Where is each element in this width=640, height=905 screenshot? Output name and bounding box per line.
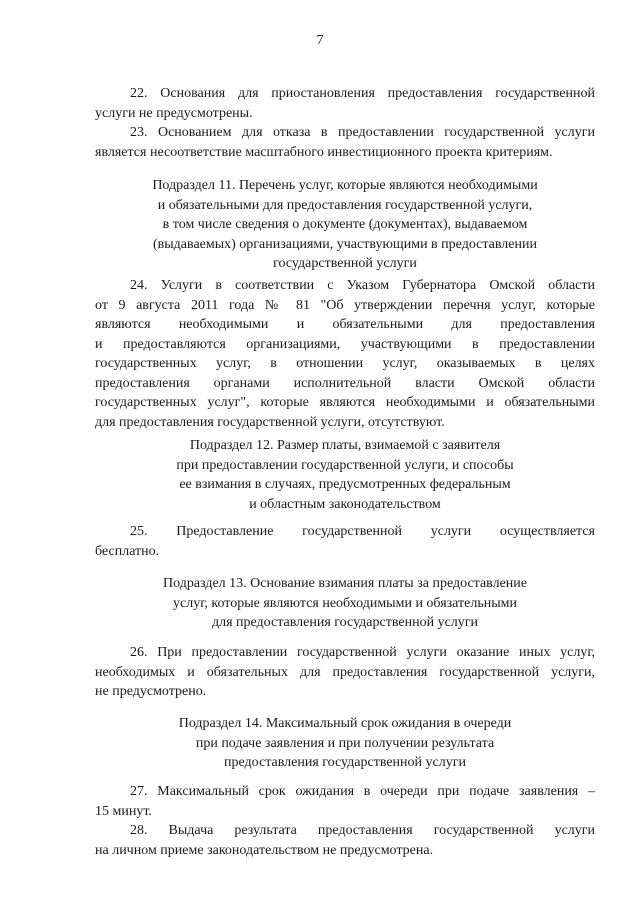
paragraph-line: не предусмотрено. <box>95 684 207 699</box>
paragraph-line: являются необходимыми и обязательными для предоставления <box>95 317 595 332</box>
paragraph-line: 23. Основанием для отказа в предоставлении государственной услуги <box>130 125 595 140</box>
paragraph-27 <box>95 782 595 821</box>
subsection-14-heading <box>95 714 595 773</box>
heading-line: для предоставления государственной услуги <box>211 615 479 630</box>
paragraph-line: 22. Основания для приостановления предоставления государственной <box>130 86 595 101</box>
heading-line: (выдаваемых) организациями, участвующими в предоставлении <box>153 236 537 252</box>
heading-line: ее взимания в случаях, предусмотренных федеральным <box>179 477 511 492</box>
paragraph-line: 28. Выдача результата предоставления государственной услуги <box>130 823 595 838</box>
paragraph-25 <box>95 522 595 561</box>
paragraph-line: 27. Максимальный срок ожидания в очереди при подаче заявления – <box>130 784 595 799</box>
paragraph-line: 24. Услуги в соответствии с Указом Губернатора Омской области <box>130 278 595 293</box>
heading-line: предоставления государственной услуги <box>224 755 466 770</box>
paragraph-line: 25. Предоставление государственной услуги осуществляется <box>130 524 595 539</box>
paragraph-line: государственных услуг, в отношении услуг, оказываемых в целях <box>95 356 595 371</box>
subsection-12-heading <box>95 436 595 514</box>
paragraph-26 <box>95 643 595 702</box>
paragraph-line: от 9 августа 2011 года № 81 "Об утверждении перечня услуг, которые <box>95 297 595 313</box>
heading-line: и областным законодательством <box>249 496 441 512</box>
subsection-11-heading <box>95 176 595 274</box>
heading-line: Подраздел 11. Перечень услуг, которые являются необходимыми <box>152 178 538 193</box>
paragraph-line: необходимых и обязательных для предоставления государственной услуги, <box>95 664 595 680</box>
heading-line: при предоставлении государственной услуги, и способы <box>176 457 514 473</box>
paragraph-23 <box>95 123 595 162</box>
heading-line: услуг, которые являются необходимыми и обязательными <box>173 595 517 611</box>
paragraph-line: является несоответствие масштабного инвестиционного проекта критериям. <box>95 144 553 160</box>
heading-line: Подраздел 12. Размер платы, взимаемой с заявителя <box>189 438 501 453</box>
heading-line: и обязательными для предоставления государственной услуги, <box>157 197 533 213</box>
paragraph-24 <box>95 276 595 432</box>
paragraph-28 <box>95 821 595 860</box>
paragraph-line: и предоставляются организациями, участвующими в предоставлении <box>95 336 595 352</box>
heading-line: Подраздел 14. Максимальный срок ожидания в очереди <box>178 716 512 731</box>
paragraph-line: услуги не предусмотрены. <box>95 105 253 121</box>
paragraph-line: для предоставления государственной услуги, отсутствуют. <box>95 414 445 430</box>
heading-line: в том числе сведения о документе (документах), выдаваемом <box>162 217 528 232</box>
paragraph-line: государственных услуг", которые являются необходимыми и обязательными <box>95 395 595 410</box>
paragraph-line: 15 минут. <box>95 803 152 819</box>
heading-line: при подаче заявления и при получении результата <box>195 735 495 751</box>
heading-line: государственной услуги <box>273 256 417 271</box>
paragraph-22 <box>95 84 595 123</box>
paragraph-line: предоставления органами исполнительной власти Омской области <box>95 375 595 391</box>
heading-line: Подраздел 13. Основание взимания платы за предоставление <box>163 576 527 591</box>
paragraph-line: 26. При предоставлении государственной услуги оказание иных услуг, <box>130 645 595 660</box>
paragraph-line: на личном приеме законодательством не предусмотрена. <box>95 842 434 858</box>
page-number: 7 <box>316 33 324 48</box>
paragraph-line: бесплатно. <box>95 543 160 559</box>
subsection-13-heading <box>95 574 595 633</box>
